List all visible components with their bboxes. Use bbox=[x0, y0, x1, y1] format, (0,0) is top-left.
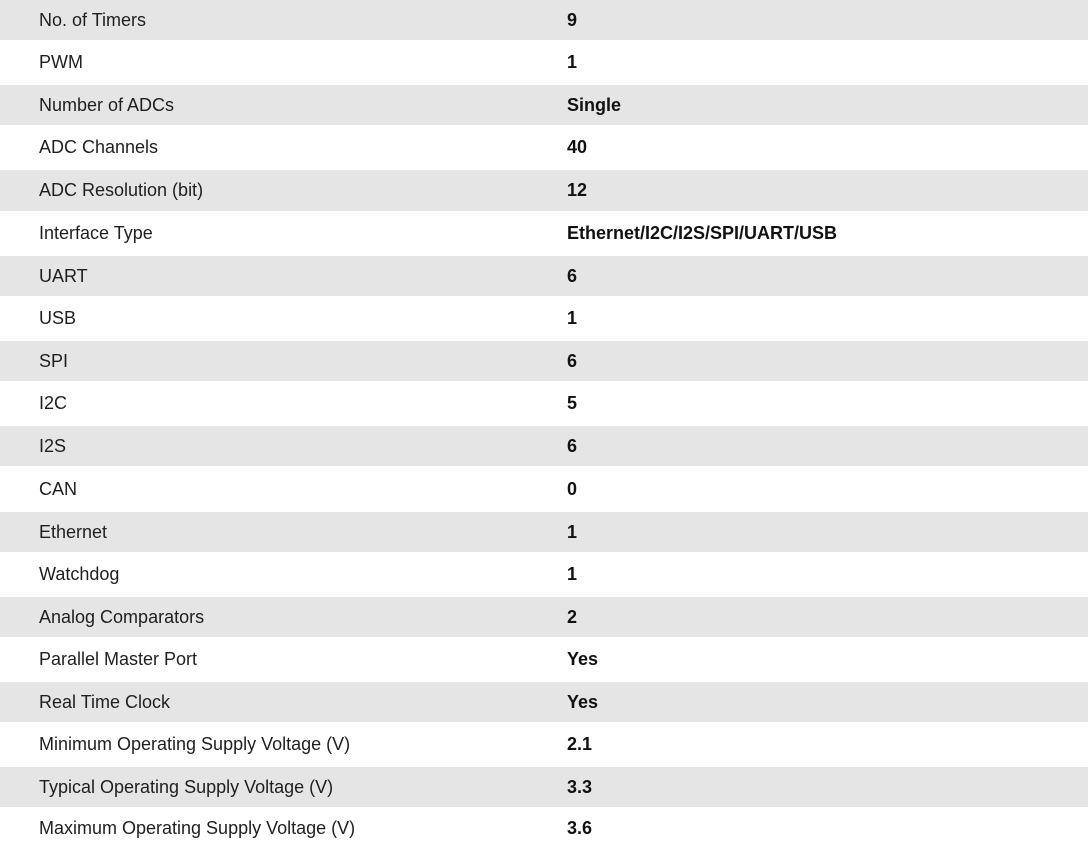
spec-label: CAN bbox=[39, 478, 78, 499]
spec-value: Ethernet/I2C/I2S/SPI/UART/USB bbox=[567, 223, 838, 243]
spec-value: 3.6 bbox=[567, 818, 593, 838]
spec-value: 3.3 bbox=[567, 776, 593, 797]
spec-label: I2S bbox=[39, 435, 67, 456]
table-row bbox=[0, 807, 1088, 850]
spec-value: 6 bbox=[567, 265, 578, 286]
spec-label: ADC Channels bbox=[39, 137, 159, 157]
spec-value: 0 bbox=[567, 478, 578, 499]
table-row bbox=[0, 85, 1088, 125]
spec-label: Maximum Operating Supply Voltage (V) bbox=[39, 818, 356, 838]
spec-value: 12 bbox=[567, 180, 588, 200]
spec-label: No. of Timers bbox=[39, 9, 147, 30]
spec-label: PWM bbox=[39, 52, 83, 72]
table-row bbox=[0, 426, 1088, 466]
table-row bbox=[0, 40, 1088, 85]
table-row bbox=[0, 170, 1088, 211]
spec-value: 1 bbox=[567, 564, 578, 584]
spec-value: 9 bbox=[567, 9, 578, 30]
table-row bbox=[0, 466, 1088, 512]
table-row bbox=[0, 256, 1088, 296]
table-row bbox=[0, 296, 1088, 341]
spec-label: Number of ADCs bbox=[39, 94, 175, 115]
spec-label: USB bbox=[39, 308, 77, 328]
spec-label: SPI bbox=[39, 350, 69, 371]
table-row bbox=[0, 637, 1088, 682]
spec-value: 6 bbox=[567, 435, 578, 456]
spec-label: I2C bbox=[39, 393, 68, 413]
spec-value: 5 bbox=[567, 393, 578, 413]
spec-label: Analog Comparators bbox=[39, 606, 205, 627]
table-row bbox=[0, 597, 1088, 637]
spec-value: 2 bbox=[567, 606, 578, 627]
spec-label: Interface Type bbox=[39, 223, 153, 243]
spec-label: UART bbox=[39, 265, 88, 286]
spec-label: Typical Operating Supply Voltage (V) bbox=[39, 776, 334, 797]
table-row bbox=[0, 512, 1088, 552]
table-row bbox=[0, 552, 1088, 597]
spec-value: 1 bbox=[567, 521, 578, 542]
spec-value: Yes bbox=[567, 649, 599, 669]
spec-value: 2.1 bbox=[567, 734, 593, 754]
spec-value: 1 bbox=[567, 52, 578, 72]
table-row bbox=[0, 682, 1088, 722]
spec-label: Real Time Clock bbox=[39, 691, 171, 712]
spec-label: Parallel Master Port bbox=[39, 649, 198, 669]
table-row bbox=[0, 381, 1088, 426]
spec-value: 6 bbox=[567, 350, 578, 371]
table-row bbox=[0, 125, 1088, 170]
table-row bbox=[0, 0, 1088, 40]
table-row bbox=[0, 341, 1088, 381]
spec-label: Watchdog bbox=[39, 564, 120, 584]
spec-value: 1 bbox=[567, 308, 578, 328]
table-row bbox=[0, 722, 1088, 767]
spec-label: Minimum Operating Supply Voltage (V) bbox=[39, 734, 351, 754]
spec-label: Ethernet bbox=[39, 521, 108, 542]
spec-value: Single bbox=[567, 94, 622, 115]
spec-value: Yes bbox=[567, 691, 599, 712]
table-row bbox=[0, 211, 1088, 256]
table-row bbox=[0, 767, 1088, 807]
spec-value: 40 bbox=[567, 137, 588, 157]
spec-label: ADC Resolution (bit) bbox=[39, 180, 204, 200]
